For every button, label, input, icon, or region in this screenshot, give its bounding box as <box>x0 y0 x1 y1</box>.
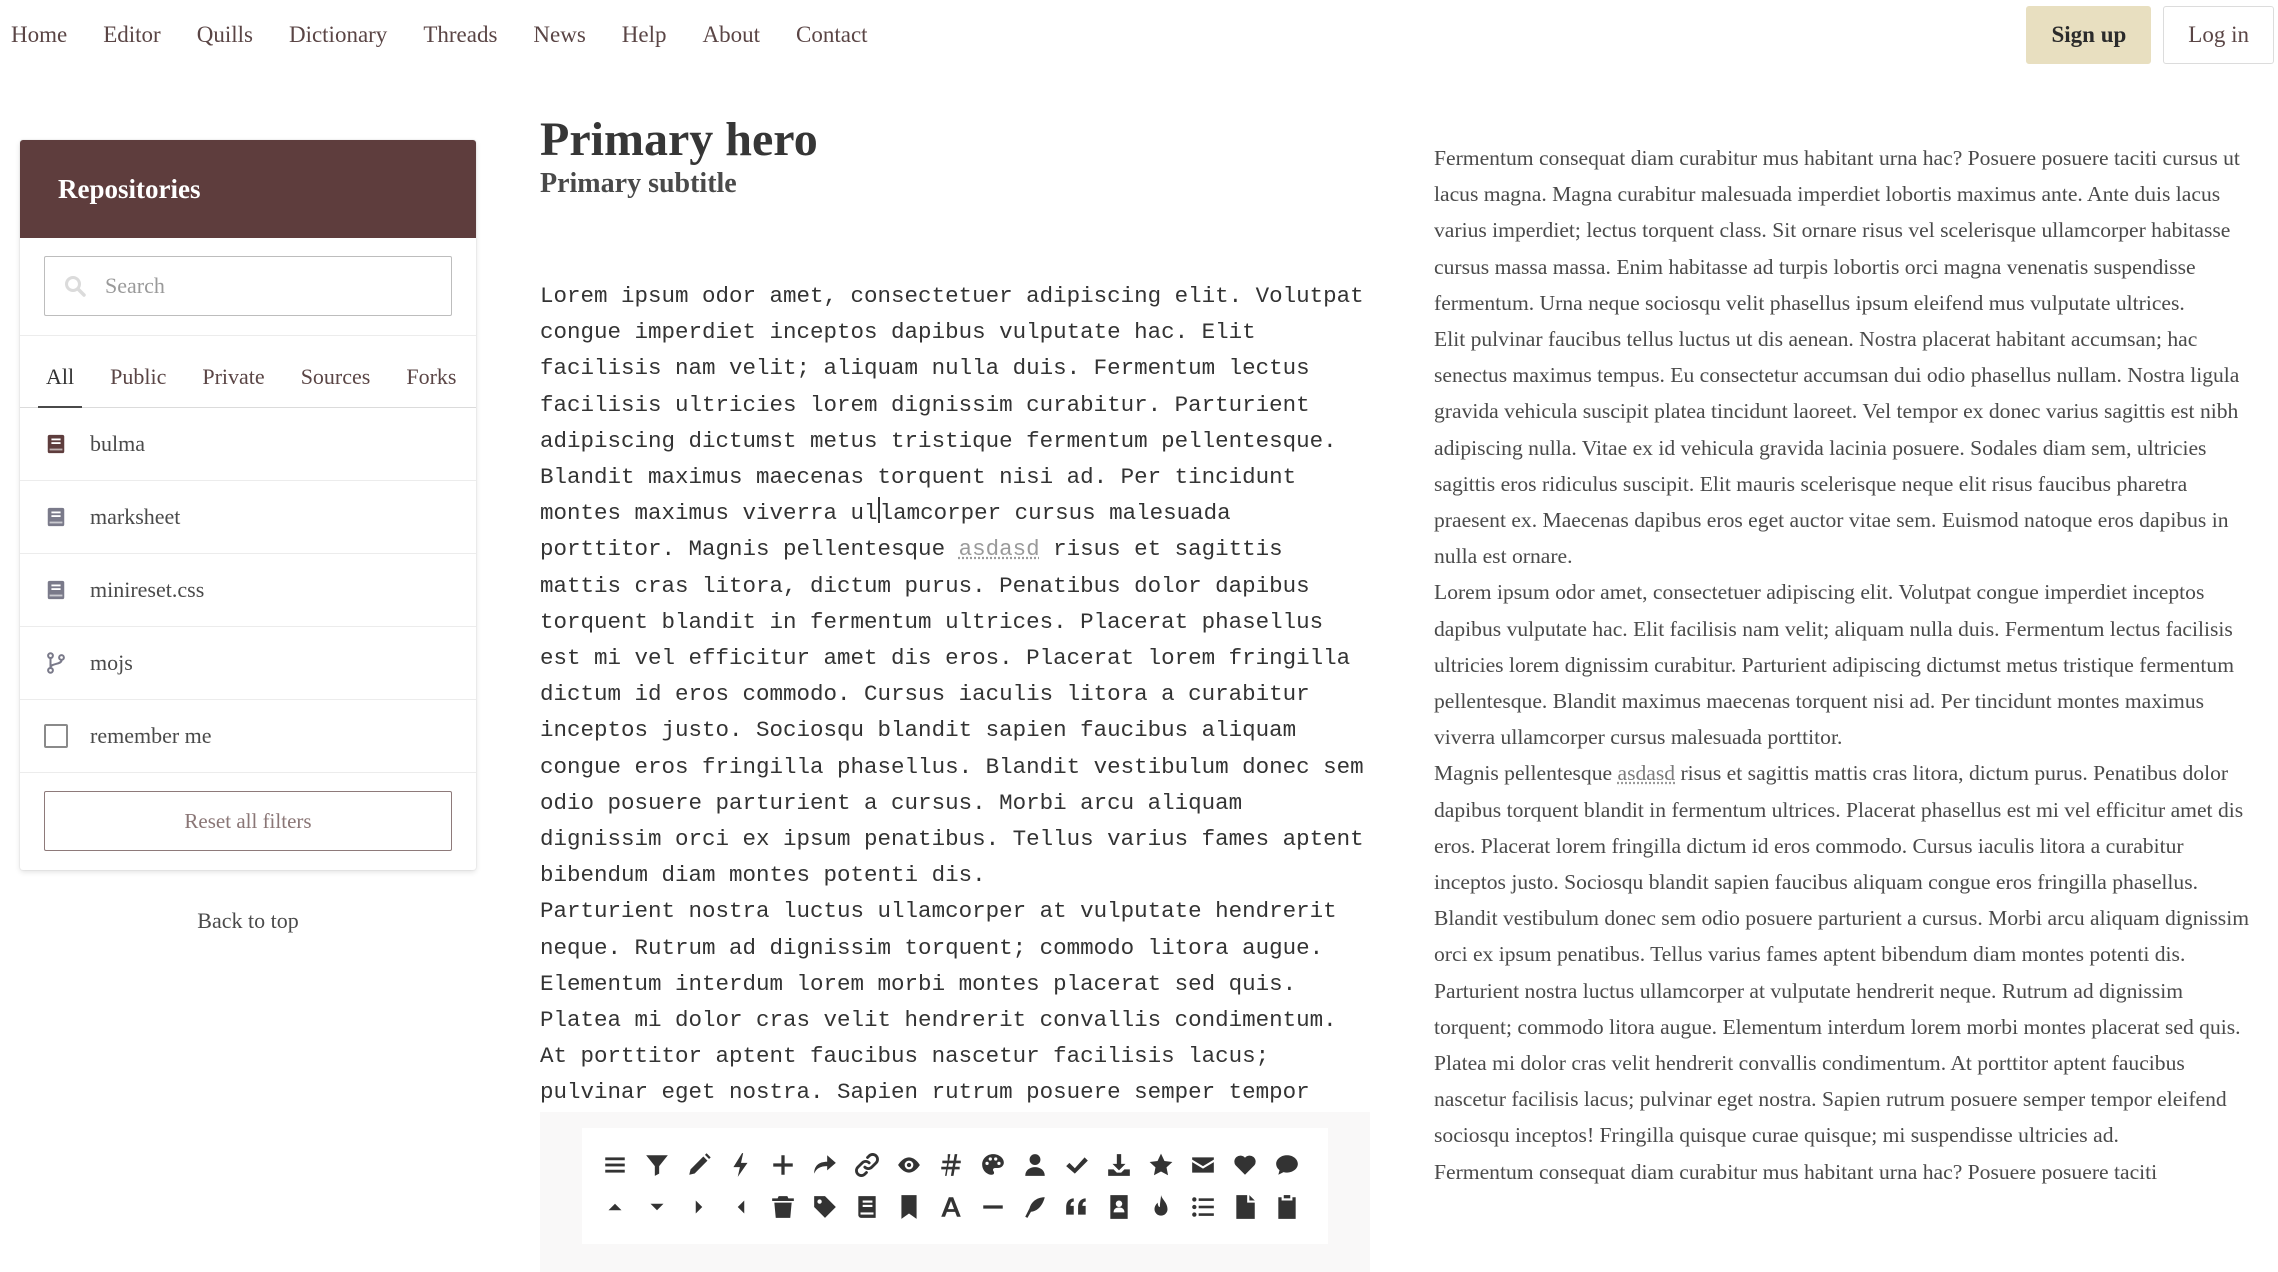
repositories-panel <box>20 140 476 870</box>
nav-links <box>11 0 904 70</box>
user-icon[interactable] <box>1014 1144 1056 1186</box>
quote-icon[interactable] <box>1056 1186 1098 1228</box>
hashtag-icon[interactable] <box>930 1144 972 1186</box>
search-box[interactable] <box>44 256 452 316</box>
panel-item-label: marksheet <box>90 504 181 529</box>
remember-me-label: remember me <box>90 723 212 748</box>
panel-heading: Repositories <box>20 140 476 238</box>
heart-icon[interactable] <box>1224 1144 1266 1186</box>
text-editor[interactable] <box>540 278 1370 1147</box>
caret-right-icon[interactable] <box>678 1186 720 1228</box>
nav-link-contact[interactable]: Contact <box>796 22 868 47</box>
minus-icon[interactable] <box>972 1186 1014 1228</box>
fire-icon[interactable] <box>1140 1186 1182 1228</box>
panel-item-mojs[interactable] <box>20 627 476 700</box>
star-icon[interactable] <box>1140 1144 1182 1186</box>
clipboard-icon[interactable] <box>1266 1186 1308 1228</box>
trash-icon[interactable] <box>762 1186 804 1228</box>
panel-item-label: minireset.css <box>90 577 205 602</box>
content-paragraph: Lorem ipsum odor amet, consectetuer adipiscing elit. Volutpat congue imperdiet inceptos dapibus vulputate hac. Elit facilisis nam velit; aliquam nulla duis. Fermentum lectus facilisis ultricies lorem dignissim curabitur. Parturient adipiscing dictumst metus tristique fermentum pellentesque. Blandit maximus maecenas torquent nisi ad. Per tincidunt montes maximus viverra ullamcorper cursus malesuada porttitor. <box>1434 580 2235 750</box>
panel-item-marksheet[interactable] <box>20 481 476 554</box>
tab-forks[interactable]: Forks <box>406 364 457 389</box>
comment-icon[interactable] <box>1266 1144 1308 1186</box>
bolt-icon[interactable] <box>720 1144 762 1186</box>
envelope-icon[interactable] <box>1182 1144 1224 1186</box>
check-icon[interactable] <box>1056 1144 1098 1186</box>
eye-icon[interactable] <box>888 1144 930 1186</box>
pencil-icon[interactable] <box>678 1144 720 1186</box>
tab-sources[interactable]: Sources <box>300 364 371 389</box>
remember-me-checkbox[interactable] <box>44 724 68 748</box>
panel-reset <box>20 773 476 869</box>
back-to-top-link[interactable]: Back to top <box>197 908 299 933</box>
plus-icon[interactable] <box>762 1144 804 1186</box>
caret-down-icon[interactable] <box>636 1186 678 1228</box>
nav-link-editor[interactable]: Editor <box>103 22 161 47</box>
misspelled-word[interactable]: asdasd <box>958 536 1040 563</box>
editor-paragraph: Parturient nostra luctus ullamcorper at vulputate hendrerit neque. Rutrum ad dignissim torquent; commodo litora augue. Elementum interdum lorem morbi montes placerat sed quis. Platea mi dolor cras velit hendrerit convallis condimentum. At porttitor aptent faucibus nascetur facilisis lacus; pulvinar eget nostra. Sapien rutrum posuere semper tempor <box>540 898 1337 1106</box>
file-icon[interactable] <box>1224 1186 1266 1228</box>
palette-icon[interactable] <box>972 1144 1014 1186</box>
nav-buttons <box>2026 6 2274 64</box>
caret-up-icon[interactable] <box>594 1186 636 1228</box>
tab-all[interactable]: All <box>38 364 82 408</box>
panel-item-label: bulma <box>90 431 145 456</box>
nav-link-threads[interactable]: Threads <box>423 22 498 47</box>
remember-me-row[interactable] <box>20 700 476 773</box>
hero-title: Primary hero <box>540 113 818 166</box>
panel-item-bulma[interactable] <box>20 408 476 481</box>
book-icon <box>44 578 68 602</box>
search-icon <box>63 274 87 298</box>
panel-search <box>20 238 476 336</box>
bars-icon[interactable] <box>594 1144 636 1186</box>
caret-left-icon[interactable] <box>720 1186 762 1228</box>
hero-subtitle: Primary subtitle <box>540 168 737 199</box>
reset-filters-button[interactable]: Reset all filters <box>44 791 452 851</box>
nav-link-home[interactable]: Home <box>11 22 68 47</box>
feather-icon[interactable] <box>1014 1186 1056 1228</box>
search-input[interactable] <box>105 273 445 299</box>
panel-item-label: mojs <box>90 650 133 675</box>
nav-link-dictionary[interactable]: Dictionary <box>288 22 388 47</box>
font-icon[interactable] <box>930 1186 972 1228</box>
content-paragraph: Parturient nostra luctus ullamcorper at vulputate hendrerit neque. Rutrum ad dignissim torquent; commodo litora augue. Elementum interdum lorem morbi montes placerat sed quis. Platea mi dolor cras velit hendrerit convallis condimentum. At porttitor aptent faucibus nascetur facilisis lacus; pulvinar eget nostra. Sapien rutrum posuere semper tempor eleifend sociosqu inceptos! Fringilla quisque curae quisque; mi suspendisse ultricies ad. <box>1434 978 2241 1148</box>
download-icon[interactable] <box>1098 1144 1140 1186</box>
navbar <box>0 0 2278 70</box>
login-button[interactable]: Log in <box>2163 6 2274 64</box>
address-book-icon[interactable] <box>1098 1186 1140 1228</box>
content-paragraph: Fermentum consequat diam curabitur mus habitant urna hac? Posuere posuere taciti <box>1434 1159 2158 1184</box>
content-paragraph: Elit pulvinar faucibus tellus luctus ut dis aenean. Nostra placerat habitant accumsan; hac senectus maximus tempus. Eu consectetur accumsan dui odio phasellus nullam. Nostra ligula gravida vehicula suscipit platea tincidunt laoreet. Vel tempor ex donec varius sagittis est nibh adipiscing nulla. Vitae ex id vehicula gravida lacinia posuere. Sodales diam sem, ultricies sagittis eros ridiculus suscipit. Elit mauris scelerisque neque elit risus faucibus pharetra praesent ex. Maecenas dapibus eros eget auctor vitae sem. Euismod natoque eros dapibus in nulla est ornare. <box>1434 327 2240 569</box>
share-icon[interactable] <box>804 1144 846 1186</box>
panel-item-minireset[interactable] <box>20 554 476 627</box>
tab-private[interactable]: Private <box>202 364 265 389</box>
bookmark-icon[interactable] <box>888 1186 930 1228</box>
content-text <box>1434 140 2254 1190</box>
list-icon[interactable] <box>1182 1186 1224 1228</box>
nav-link-news[interactable]: News <box>533 22 586 47</box>
filter-icon[interactable] <box>636 1144 678 1186</box>
content-paragraph: Magnis pellentesque asdasd risus et sagittis mattis cras litora, dictum purus. Penatibus dolor dapibus torquent blandit in fermentum ultrices. Placerat phasellus est mi vel efficitur amet dis eros. Placerat lorem fringilla dictum id eros commodo. Cursus iaculis litora a curabitur inceptos justo. Sociosqu blandit sapien faucibus aliquam congue eros fringilla phasellus. Blandit vestibulum donec sem odio posuere parturient a cursus. Morbi arcu aliquam dignissim orci ex ipsum penatibus. Tellus varius fames aptent bibendum diam montes potenti dis. <box>1434 761 2250 967</box>
nav-link-quills[interactable]: Quills <box>196 22 253 47</box>
misspelled-word: asdasd <box>1617 761 1676 786</box>
signup-button[interactable]: Sign up <box>2026 6 2151 64</box>
code-branch-icon <box>44 651 68 675</box>
book-icon <box>44 505 68 529</box>
book-icon[interactable] <box>846 1186 888 1228</box>
editor-toolbar <box>540 1112 1370 1272</box>
tag-icon[interactable] <box>804 1186 846 1228</box>
toolbar-buttons <box>582 1128 1328 1244</box>
link-icon[interactable] <box>846 1144 888 1186</box>
tab-public[interactable]: Public <box>110 364 167 389</box>
nav-link-help[interactable]: Help <box>621 22 667 47</box>
panel-tabs <box>20 336 476 408</box>
nav-link-about[interactable]: About <box>702 22 760 47</box>
content-paragraph: Fermentum consequat diam curabitur mus habitant urna hac? Posuere posuere taciti cursus ut lacus magna. Magna curabitur malesuada imperdiet lobortis maximus ante. Ante duis lacus varius imperdiet; lectus torquent class. Sit ornare risus vel scelerisque ullamcorper habitasse cursus massa massa. Enim habitasse ad turpis lobortis orci magna venenatis suspendisse fermentum. Urna neque sociosqu velit phasellus ipsum eleifend mus vulputate ultrices. <box>1434 146 2240 315</box>
editor-paragraph: Lorem ipsum odor amet, consectetuer adipiscing elit. Volutpat congue imperdiet inceptos dapibus vulputate hac. Elit facilisis nam velit; aliquam nulla duis. Fermentum lectus facilisis ultricies lorem dignissim curabitur. Parturient adipiscing dictumst metus tristique fermentum pellentesque. Blandit maximus maecenas torquent nisi ad. Per tincidunt montes maximus viverra ullamcorper cursus malesuada porttitor. Magnis pellentesque asdasd risus et sagittis mattis cras litora, dictum purus. Penatibus dolor dapibus torquent blandit in fermentum ultrices. Placerat phasellus est mi vel efficitur amet dis eros. Placerat lorem fringilla dictum id eros commodo. Cursus iaculis litora a curabitur inceptos justo. Sociosqu blandit sapien faucibus aliquam congue eros fringilla phasellus. Blandit vestibulum donec sem odio posuere parturient a cursus. Morbi arcu aliquam dignissim orci ex ipsum penatibus. Tellus varius fames aptent bibendum diam montes potenti dis. <box>540 283 1364 889</box>
book-icon <box>44 432 68 456</box>
